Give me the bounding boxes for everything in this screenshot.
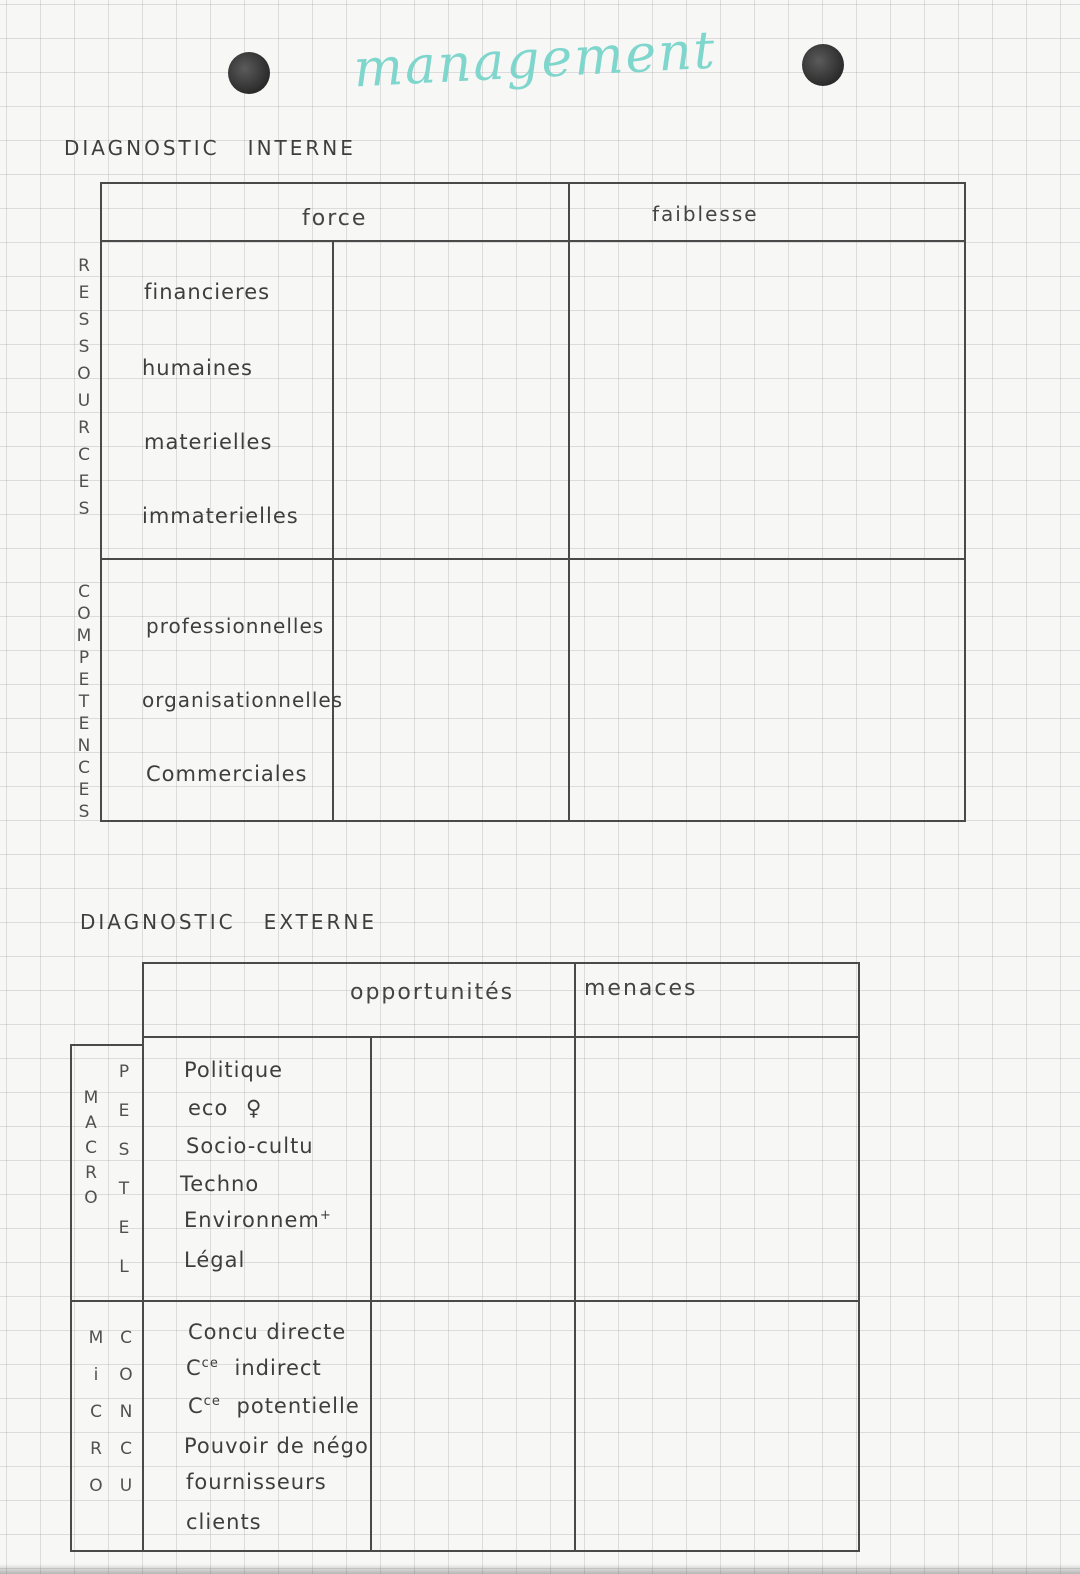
binder-hole-left (228, 52, 270, 94)
col-menaces: menaces (584, 976, 698, 1001)
row-immaterielles: immaterielles (142, 504, 299, 528)
page-title: management (352, 20, 718, 100)
label-pestel: P E S T E L (118, 1062, 130, 1277)
label-macro: M A C R O (83, 1088, 99, 1208)
row-pouvoir-nego: Pouvoir de négo (184, 1434, 369, 1458)
col-opportunites: opportunités (350, 980, 515, 1005)
row-fournisseurs: fournisseurs (186, 1470, 327, 1494)
row-financieres: financieres (144, 280, 271, 304)
label-concu: C O N C U (119, 1328, 133, 1496)
row-cce-potentielle: $C^{ce}$ potentielle (188, 1394, 360, 1418)
row-clients: clients (186, 1510, 262, 1534)
row-organisationnelles: organisationnelles (142, 688, 344, 712)
row-cce-indirect: $C^{ce}$ indirect (186, 1356, 322, 1380)
row-materielles: materielles (144, 430, 273, 454)
row-politique: Politique (184, 1058, 284, 1082)
row-socio-cultu: Socio-cultu (186, 1134, 314, 1158)
row-professionnelles: professionnelles (146, 614, 325, 638)
row-environnement: Environnem+ (184, 1208, 332, 1232)
internal-heading: DIAGNOSTIC INTERNE (64, 136, 356, 160)
col-force: force (302, 206, 368, 231)
gender-symbol-icon: ♀ (246, 1096, 263, 1120)
binder-hole-right (802, 44, 844, 86)
label-ressources: R E S S O U R C E S (77, 256, 91, 519)
row-commerciales: Commerciales (146, 762, 308, 786)
label-competences: C O M P E T E N C E S (76, 582, 92, 822)
row-humaines: humaines (142, 356, 253, 380)
row-legal: Légal (184, 1248, 246, 1272)
row-techno: Techno (180, 1172, 260, 1196)
label-micro: M i C R O (88, 1328, 104, 1496)
page-bottom-edge (0, 1564, 1080, 1574)
col-faiblesse: faiblesse (652, 202, 759, 226)
external-heading: DIAGNOSTIC EXTERNE (80, 910, 378, 934)
row-concu-directe: Concu directe (188, 1320, 347, 1344)
row-eco: eco ♀ (188, 1096, 263, 1120)
